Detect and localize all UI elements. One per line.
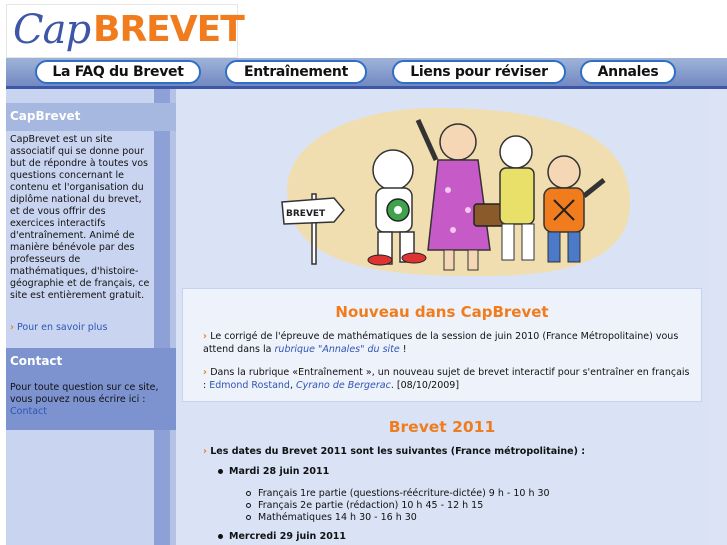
sidebar-more-link-row	[10, 322, 150, 334]
brevet-day-1-item-1: Français 1re partie (questions-réécriture-dictée) 9 h - 10 h 30	[258, 488, 550, 499]
sidebar-capbrevet-text: CapBrevet est un site associatif qui se donne pour but de répondre à toutes vos questions concernant le contenu et l'organisation du diplôme national du brevet, et de vous offrir des exercices interactifs d'entraînement. Animé de manière bénévole par des professeurs de mathématiques, d'histoire-géographie et de français, ce site est entièrement gratuit.	[10, 134, 150, 301]
contact-link[interactable]: Contact	[10, 406, 47, 417]
brevet-day-1-item	[246, 488, 550, 500]
arrow-icon: ›	[10, 322, 14, 333]
arrow-icon: ›	[203, 367, 211, 378]
brevet-illustration	[268, 100, 632, 280]
illustration-sign-text: BREVET	[286, 209, 326, 219]
news-item-2	[203, 366, 693, 392]
brevet-2011-intro-row	[203, 446, 585, 458]
more-info-link[interactable]: Pour en savoir plus	[16, 322, 108, 333]
circle-bullet-icon	[246, 503, 251, 508]
sidebar-contact-title: Contact	[6, 348, 176, 376]
annales-link[interactable]: rubrique "Annales" du site	[274, 344, 400, 355]
news-item-2-text: Dans la rubrique «Entraînement », un nouveau sujet de brevet interactif pour s'entraîner en français :	[203, 367, 690, 391]
news-title: Nouveau dans CapBrevet	[335, 303, 549, 321]
news-item-2-end: . [08/10/2009]	[390, 380, 460, 391]
brevet-day-1-item-2: Français 2e partie (rédaction) 10 h 45 - 12 h 15	[258, 500, 484, 511]
circle-bullet-icon	[246, 515, 251, 520]
brevet-day-1	[218, 466, 329, 478]
sidebar-contact-text: Pour toute question sur ce site, vous pouvez nous écrire ici :	[10, 382, 159, 405]
right-strip	[710, 89, 727, 545]
brevet-day-1-item	[246, 512, 417, 524]
news-item-1	[203, 330, 693, 356]
bullet-icon	[218, 534, 223, 539]
brevet-day-2	[218, 531, 346, 543]
arrow-icon: ›	[203, 446, 211, 457]
brevet-day-1-item-3: Mathématiques 14 h 30 - 16 h 30	[258, 512, 417, 523]
brevet-2011-intro: Les dates du Brevet 2011 sont les suivantes (France métropolitaine) :	[210, 446, 586, 457]
rostand-link[interactable]: Edmond Rostand	[209, 380, 290, 391]
brevet-day-1-item	[246, 500, 483, 512]
nav-liens-button[interactable]: Liens pour réviser	[392, 60, 566, 84]
sidebar-contact-text-block	[10, 382, 160, 418]
nav-annales-button[interactable]: Annales	[580, 60, 676, 84]
bullet-icon	[218, 469, 223, 474]
arrow-icon: ›	[203, 331, 211, 342]
logo-brevet-text: BREVET	[93, 9, 244, 50]
news-item-1-end: !	[399, 344, 407, 355]
sidebar-capbrevet-title: CapBrevet	[6, 103, 176, 131]
circle-bullet-icon	[246, 491, 251, 496]
cyrano-link[interactable]: Cyrano de Bergerac	[296, 380, 391, 391]
site-logo[interactable]	[6, 4, 244, 58]
brevet-day-1-label: Mardi 28 juin 2011	[229, 466, 330, 477]
news-item-1-text: Le corrigé de l'épreuve de mathématiques de la session de juin 2010 (France Métropolitaine) vous attend dans la	[203, 331, 679, 355]
news-item-2-sep: ,	[289, 380, 296, 391]
nav-entrainement-button[interactable]: Entraînement	[225, 60, 367, 84]
nav-faq-button[interactable]: La FAQ du Brevet	[35, 60, 201, 84]
logo-cap-text: Cap	[13, 7, 91, 53]
brevet-day-2-label: Mercredi 29 juin 2011	[229, 531, 347, 542]
brevet-2011-title: Brevet 2011	[388, 418, 496, 436]
